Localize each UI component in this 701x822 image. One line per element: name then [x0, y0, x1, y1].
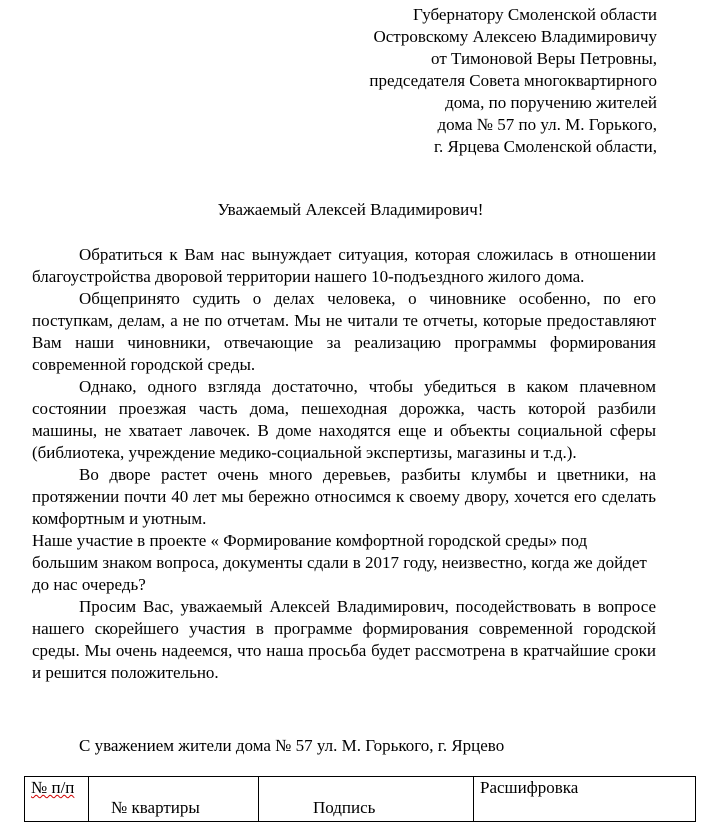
paragraph: Общепринято судить о делах человека, о чиновнике особенно, по его поступкам, делам, а не по отчетам. Мы не читали те отчеты, которые предоставляют Вам наши чиновники, отвечающие за реализацию программы формирования современной городской среды.	[32, 289, 656, 374]
header-number-label: № п/п	[31, 778, 75, 797]
letter-body	[32, 244, 656, 684]
header-cell-transcript	[474, 777, 696, 822]
addressee-line: Губернатору Смоленской области	[413, 5, 657, 24]
header-apartment-label: № квартиры	[111, 798, 200, 817]
addressee-line: Островскому Алексею Владимировичу	[373, 27, 657, 46]
addressee-line: дома, по поручению жителей	[445, 93, 657, 112]
paragraph: Однако, одного взгляда достаточно, чтобы убедиться в каком плачевном состоянии проезжая часть дома, пешеходная дорожка, часть которой разбили машины, не хватает лавочек. В доме находятся еще и объекты социальной сферы (библиотека, учреждение медико-социальной экспертизы, магазины и т.д.).	[32, 377, 656, 462]
header-cell-apartment	[89, 777, 259, 822]
salutation: Уважаемый Алексей Владимирович!	[217, 200, 484, 219]
header-cell-signature	[259, 777, 474, 822]
addressee-line: председателя Совета многоквартирного	[369, 71, 657, 90]
header-transcript-label: Расшифровка	[480, 778, 579, 797]
addressee-line: г. Ярцева Смоленской области,	[433, 137, 657, 156]
addressee-block	[369, 4, 657, 158]
addressee-line: от Тимоновой Веры Петровны,	[431, 49, 657, 68]
table-header-row	[25, 777, 696, 822]
closing-line: С уважением жители дома № 57 ул. М. Горького, г. Ярцево	[79, 736, 505, 755]
header-signature-label: Подпись	[313, 798, 376, 817]
signature-table	[24, 776, 696, 822]
paragraph: Наше участие в проекте « Формирование комфортной городской среды» под большим знаком вопроса, документы сдали в 2017 году, неизвестно, когда же дойдет до нас очередь?	[32, 531, 647, 594]
header-cell-number	[25, 777, 89, 822]
paragraph: Обратиться к Вам нас вынуждает ситуация, которая сложилась в отношении благоустройства дворовой территории нашего 10-подъездного жилого дома.	[32, 245, 656, 286]
paragraph: Просим Вас, уважаемый Алексей Владимирович, посодействовать в вопросе нашего скорейшего участия в программе формирования современной городской среды. Мы очень надеемся, что наша просьба будет рассмотрена в кратчайшие сроки и решится положительно.	[32, 597, 656, 682]
paragraph: Во дворе растет очень много деревьев, разбиты клумбы и цветники, на протяжении почти 40 лет мы бережно относимся к своему двору, хочется его сделать комфортным и уютным.	[32, 465, 656, 528]
addressee-line: дома № 57 по ул. М. Горького,	[437, 115, 657, 134]
